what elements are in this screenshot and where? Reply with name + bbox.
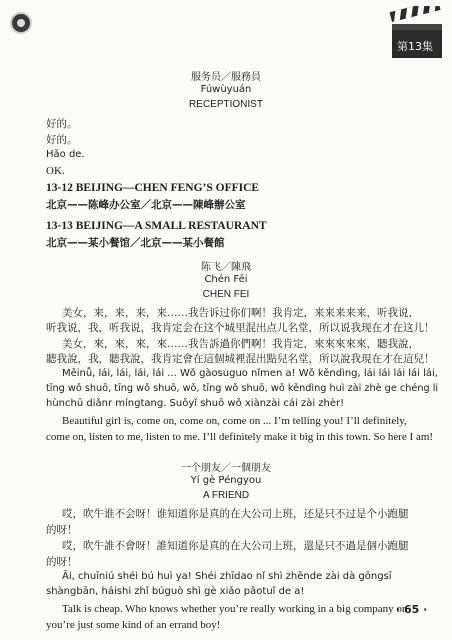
dialogue-simplified: 美女，来，来，来，来……我告诉过你们啊！我肯定，来来来来来，听我说， — [62, 307, 419, 319]
dialogue-pinyin: Āi, chuīniú shéi bú huì ya! Shéi zhīdao nǐ shì zhēnde zài dà gōngsī — [62, 571, 392, 582]
dialogue-english: you’re just some kind of an errand boy! — [46, 619, 221, 631]
speaker-name-en: A FRIEND — [202, 490, 250, 501]
dialogue-traditional: 的呀！ — [46, 556, 78, 568]
scene-heading-cn: 北京——陈峰办公室／北京——陳峰辦公室 — [46, 199, 246, 211]
page-number: · 65 · — [396, 603, 428, 616]
dialogue-english: Talk is cheap. Who knows whether you’re really working in a big company or — [62, 603, 406, 615]
dialogue-traditional: 美女，來，來，來，來……我告訴過你們啊！我肯定，來來來來來，聽我說， — [62, 338, 419, 350]
dialogue-english: OK. — [46, 165, 65, 177]
dialogue-pinyin: Hǎo de. — [46, 149, 85, 160]
dialogue-pinyin: Měinǚ, lái, lái, lái, lái ... Wǒ gàosuguo nǐmen a! Wǒ kěndìng, lái lái lái lái lái, — [62, 368, 438, 379]
dialogue-english: Beautiful girl is, come on, come on, come on ... I’m telling you! I’ll definitely, — [62, 415, 407, 427]
speaker-name-cn: 陈飞／陳飛 — [201, 262, 251, 273]
speaker-name-cn: 一个朋友／一個朋友 — [181, 463, 271, 474]
publisher-logo — [10, 12, 32, 34]
dialogue-simplified: 听我说，我，听我说，我肯定会在这个城里混出点儿名堂，所以说我现在才在这儿！ — [46, 322, 435, 334]
dialogue-pinyin: shàngbān, háishi zhǐ búguò shì gè xiǎo pǎotuǐ de a! — [46, 586, 305, 597]
speaker-name-pinyin: Fúwùyuán — [200, 84, 252, 95]
speaker-name-pinyin: Chén Fēi — [204, 274, 248, 285]
dialogue-simplified: 好的。 — [46, 118, 78, 130]
dialogue-simplified: 哎，吹牛谁不会呀！谁知道你是真的在大公司上班，还是只不过是个小跑腿 — [62, 508, 409, 520]
speaker-name-en: CHEN FEI — [202, 289, 250, 300]
dialogue-traditional: 哎，吹牛誰不會呀！誰知道你是真的在大公司上班，還是只不過是個小跑腿 — [62, 540, 409, 552]
speaker-name-en: RECEPTIONIST — [189, 99, 263, 110]
dialogue-simplified: 的呀！ — [46, 524, 78, 536]
dialogue-english: come on, listen to me, listen to me. I’ll definitely make it big in this town. So here I am! — [46, 431, 434, 443]
dialogue-pinyin: tīng wǒ shuō, tīng wǒ shuō, wǒ, tīng wǒ shuō, wǒ kěndìng huì zài zhè ge chéng li — [46, 383, 439, 394]
speaker-name-pinyin: Yí gè Péngyou — [190, 475, 262, 486]
scene-heading-en: 13-12 BEIJING—CHEN FENG’S OFFICE — [46, 182, 260, 194]
dialogue-pinyin: hùnchū diǎnr míngtang. Suǒyǐ shuō wǒ xiànzài cái zài zhèr! — [46, 398, 345, 409]
dialogue-traditional: 聽我說，我，聽我說，我肯定會在這個城裡混出點兒名堂，所以說我現在才在這兒！ — [46, 353, 435, 365]
episode-label: 第13集 — [397, 40, 433, 53]
scene-heading-en: 13-13 BEIJING—A SMALL RESTAURANT — [46, 220, 267, 232]
scene-heading-cn: 北京——某小餐馆／北京——某小餐館 — [46, 237, 225, 249]
speaker-name-cn: 服务员／服務員 — [191, 72, 261, 83]
dialogue-traditional: 好的。 — [46, 134, 78, 146]
